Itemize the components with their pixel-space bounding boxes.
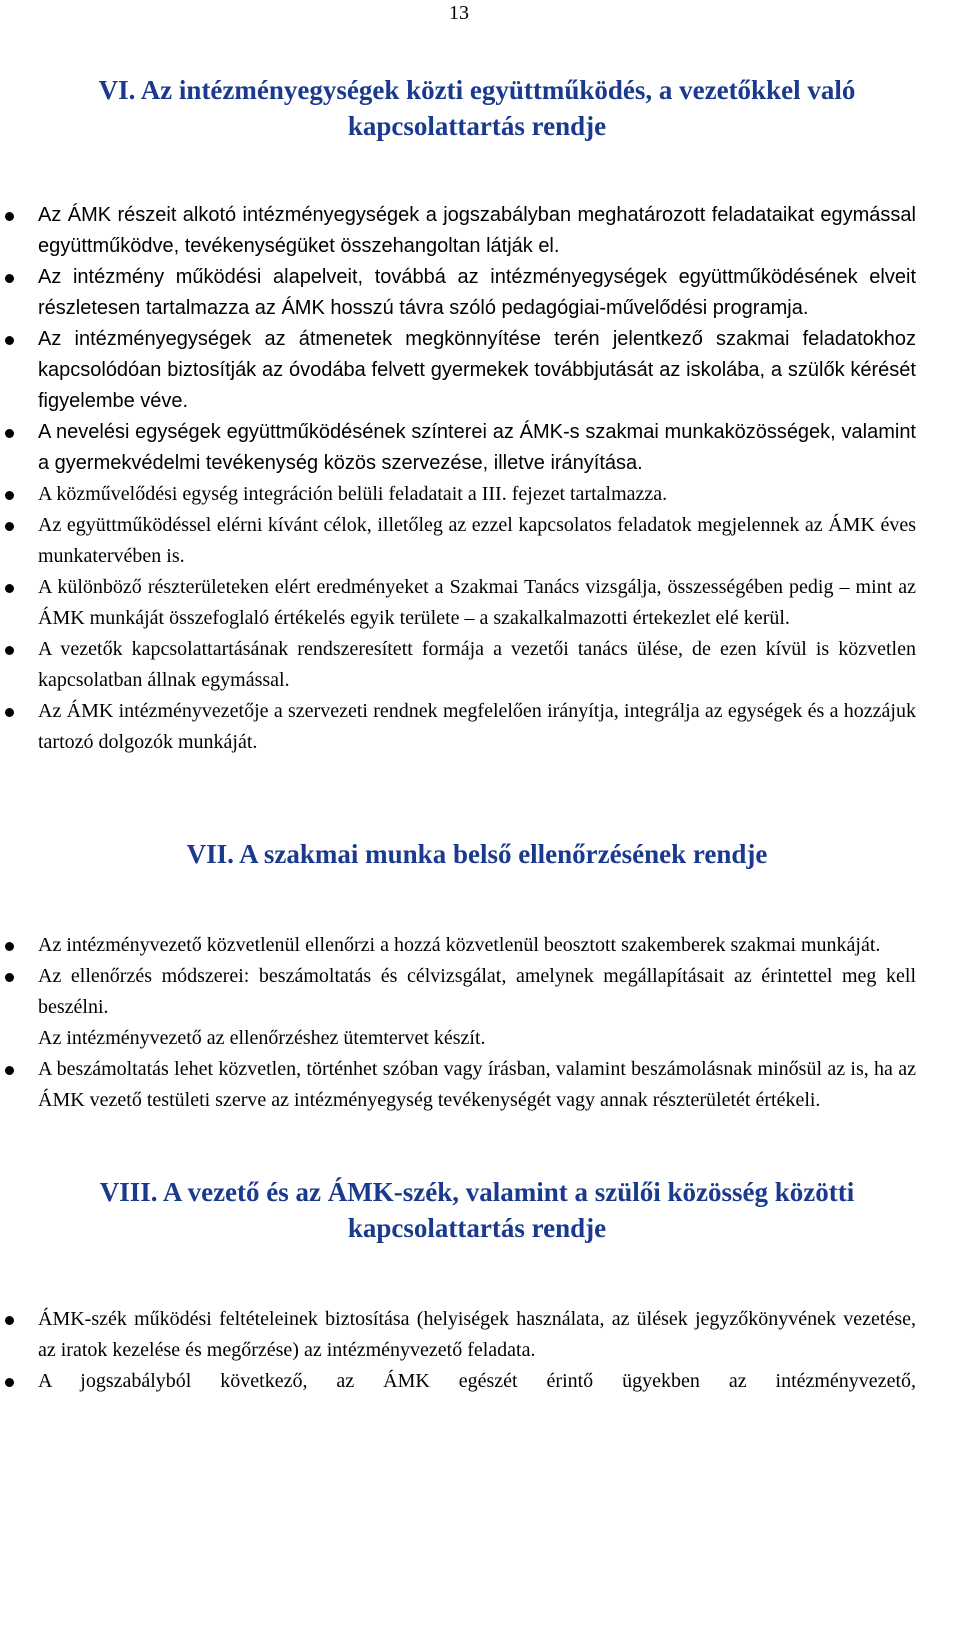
section-vi-list xyxy=(38,200,916,758)
section-viii-heading xyxy=(38,1174,916,1246)
list-item: Az együttműködéssel elérni kívánt célok, illetőleg az ezzel kapcsolatos feladatok megjelennek az ÁMK éves munkatervében is. xyxy=(38,510,916,572)
list-item: Az ÁMK intézményvezetője a szervezeti rendnek megfelelően irányítja, integrálja az egységek és a hozzájuk tartozó dolgozók munkáját. xyxy=(38,696,916,758)
list-item xyxy=(38,961,916,1054)
page-number: 13 xyxy=(449,2,469,24)
section-vii-heading xyxy=(38,836,916,872)
bullet-icon xyxy=(5,522,14,531)
section-vii-title: A szakmai munka belső ellenőrzésének rendje xyxy=(239,839,768,869)
document-body xyxy=(38,72,916,1397)
bullet-icon xyxy=(5,336,14,345)
bullet-icon xyxy=(5,1316,14,1325)
list-item: A különböző részterületeken elért eredményeket a Szakmai Tanács vizsgálja, összességében pedig – mint az ÁMK munkáját összefoglaló értékelés egyik területe – a szakalkalmazotti értekezlet elé kerül. xyxy=(38,572,916,634)
section-vi-title-line2: kapcsolattartás rendje xyxy=(347,111,607,141)
list-item: A közművelődési egység integráción belüli feladatait a III. fejezet tartalmazza. xyxy=(38,479,916,510)
list-item: ÁMK-szék működési feltételeinek biztosítása (helyiségek használata, az ülések jegyzőkönyvének vezetése, az iratok kezelése és megőrzése) az intézményvezető feladata. xyxy=(38,1304,916,1366)
list-item: A vezetők kapcsolattartásának rendszeresített formája a vezetői tanács ülése, de ezen kívül is közvetlen kapcsolatban állnak egymással. xyxy=(38,634,916,696)
list-item: Az intézményegységek az átmenetek megkönnyítése terén jelentkező szakmai feladatokhoz kapcsolódóan biztosítják az óvodába felvett gyermekek továbbjutását az iskolába, a szülők kérését figyelembe véve. xyxy=(38,324,916,417)
list-item: A nevelési egységek együttműködésének színterei az ÁMK-s szakmai munkaközösségek, valamint a gyermekvédelmi tevékenység közös szervezése, illetve irányítása. xyxy=(38,417,916,479)
list-item: A jogszabályból következő, az ÁMK egészét érintő ügyekben az intézményvezető, xyxy=(38,1366,916,1397)
bullet-icon xyxy=(5,491,14,500)
section-viii-title-line1: A vezető és az ÁMK-szék, valamint a szülői közösség közötti xyxy=(162,1177,855,1207)
bullet-icon xyxy=(5,1066,14,1075)
list-item: Az intézmény működési alapelveit, továbbá az intézményegységek együttműködésének elveit részletesen tartalmazza az ÁMK hosszú távra szóló pedagógiai-művelődési programja. xyxy=(38,262,916,324)
bullet-icon xyxy=(5,942,14,951)
bullet-icon xyxy=(5,584,14,593)
section-viii-title-line2: kapcsolattartás rendje xyxy=(347,1213,607,1243)
bullet-icon xyxy=(5,429,14,438)
list-item: A beszámoltatás lehet közvetlen, történhet szóban vagy írásban, valamint beszámolásnak minősül az is, ha az ÁMK vezető testületi szerve az intézményegység tevékenységét vagy annak részterületét értékeli. xyxy=(38,1054,916,1116)
list-item: Az intézményvezető közvetlenül ellenőrzi a hozzá közvetlenül beosztott szakemberek szakmai munkáját. xyxy=(38,930,916,961)
bullet-icon xyxy=(5,1378,14,1387)
section-vi-number: VI. xyxy=(98,75,136,105)
list-item: Az ÁMK részeit alkotó intézményegységek a jogszabályban meghatározott feladataikat egymással együttműködve, tevékenységüket összehangoltan látják el. xyxy=(38,200,916,262)
section-vi-heading xyxy=(38,72,916,144)
section-viii-number: VIII. xyxy=(99,1177,158,1207)
bullet-icon xyxy=(5,973,14,982)
bullet-icon xyxy=(5,708,14,717)
section-viii-list xyxy=(38,1304,916,1397)
bullet-icon xyxy=(5,274,14,283)
section-vi-title-line1: Az intézményegységek közti együttműködés, a vezetőkkel való xyxy=(140,75,856,105)
section-vii-number: VII. xyxy=(186,839,234,869)
list-item-line: Az intézményvezető az ellenőrzéshez ütemtervet készít. xyxy=(38,1027,486,1049)
bullet-icon xyxy=(5,212,14,221)
section-vii-list xyxy=(38,930,916,1116)
bullet-icon xyxy=(5,646,14,655)
list-item-line: Az ellenőrzés módszerei: beszámoltatás és célvizsgálat, amelynek megállapításait az érintettel meg kell beszélni. xyxy=(38,965,916,1018)
